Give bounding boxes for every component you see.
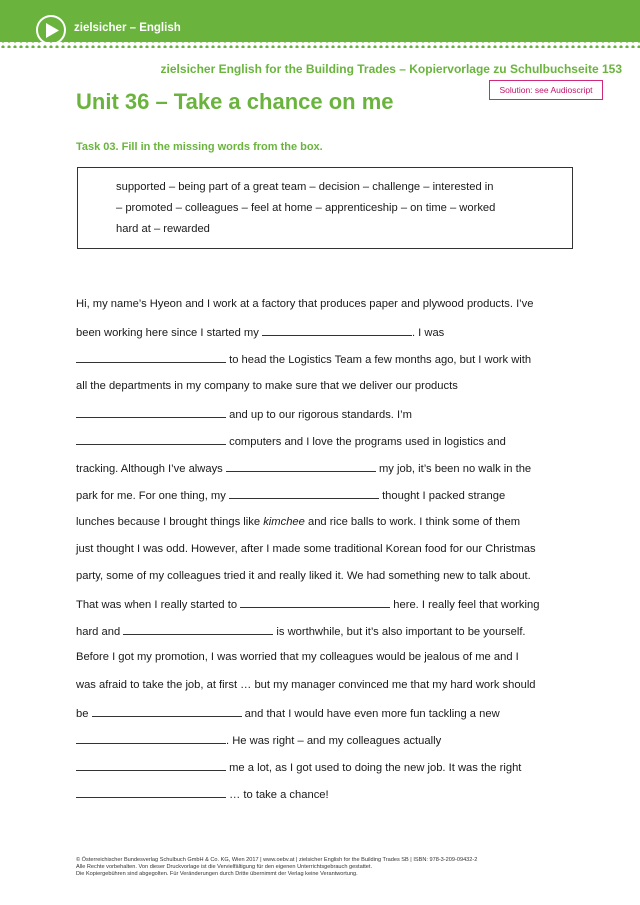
italic-word: kimchee bbox=[263, 515, 305, 528]
text-line bbox=[76, 678, 566, 705]
text-line bbox=[76, 297, 566, 324]
text-line bbox=[76, 786, 566, 813]
page-title: Unit 36 – Take a chance on me bbox=[76, 89, 394, 114]
answer-blank[interactable] bbox=[76, 732, 226, 744]
text-segment: Before I got my promotion, I was worried that my colleagues would be jealous of me and I bbox=[76, 651, 519, 664]
text-segment: and up to our rigorous standards. I’m bbox=[229, 408, 412, 421]
text-line bbox=[76, 487, 566, 514]
document-subtitle: zielsicher English for the Building Trades – Kopiervorlage zu Schulbuchseite 153 bbox=[160, 62, 622, 76]
answer-blank[interactable] bbox=[240, 596, 390, 608]
text-segment: my job, it’s been no walk in the bbox=[378, 463, 532, 476]
text-segment: was afraid to take the job, at first … but my manager convinced me that my hard work should bbox=[76, 678, 536, 691]
text-segment: . I was bbox=[411, 327, 445, 340]
header-dotted-edge bbox=[0, 38, 640, 48]
word-box-line: – promoted – colleagues – feel at home – apprenticeship – on time – worked bbox=[116, 202, 496, 214]
answer-blank[interactable] bbox=[226, 460, 376, 472]
header-bar bbox=[0, 0, 640, 42]
text-segment: been working here since I started my bbox=[76, 327, 259, 340]
text-line bbox=[76, 650, 566, 677]
task-instruction: Task 03. Fill in the missing words from the box. bbox=[76, 141, 323, 153]
footer bbox=[76, 857, 477, 878]
text-segment: . He was right – and my colleagues actually bbox=[226, 735, 442, 747]
text-line bbox=[76, 324, 566, 351]
text-line bbox=[76, 623, 566, 650]
gap-fill-text bbox=[76, 297, 566, 814]
text-line bbox=[76, 596, 566, 623]
answer-blank[interactable] bbox=[76, 759, 226, 771]
answer-blank[interactable] bbox=[123, 623, 273, 635]
text-segment: and that I would have even more fun tackling a new bbox=[244, 707, 500, 720]
text-segment: all the departments in my company to make sure that we deliver our products bbox=[76, 379, 458, 392]
answer-blank[interactable] bbox=[229, 487, 379, 499]
footer-line: Die Kopiergebühren sind abgegolten. Für Veränderungen durch Dritte übernimmt der Verlag keine Verantwortung. bbox=[76, 871, 358, 877]
word-box-line: hard at – rewarded bbox=[116, 223, 210, 235]
text-line bbox=[76, 406, 566, 433]
text-line bbox=[76, 569, 566, 596]
text-segment: to head the Logistics Team a few months ago, but I work with bbox=[229, 354, 532, 367]
text-line bbox=[76, 351, 566, 378]
text-line bbox=[76, 515, 566, 542]
answer-blank[interactable] bbox=[76, 433, 226, 445]
footer-line: © Österreichischer Bundesverlag Schulbuch GmbH & Co. KG, Wien 2017 | www.oebv.at | zielsicher English for the Building Trades SB | ISBN: 978-3-209-09432-2 bbox=[76, 857, 478, 863]
text-line bbox=[76, 542, 566, 569]
text-line bbox=[76, 705, 566, 732]
answer-blank[interactable] bbox=[262, 324, 412, 336]
word-box bbox=[77, 167, 573, 249]
text-segment: computers and I love the programs used in logistics and bbox=[229, 435, 506, 448]
text-line bbox=[76, 379, 566, 406]
text-segment: park for me. For one thing, my bbox=[76, 490, 226, 503]
text-segment: party, some of my colleagues tried it and really liked it. We had something new to talk about. bbox=[76, 569, 531, 582]
text-segment: lunches because I brought things like bbox=[76, 515, 261, 528]
solution-note: Solution: see Audioscript bbox=[489, 80, 603, 100]
brand-name: zielsicher – English bbox=[74, 22, 181, 34]
text-line bbox=[76, 460, 566, 487]
answer-blank[interactable] bbox=[76, 351, 226, 363]
text-segment: here. I really feel that working bbox=[393, 599, 540, 612]
text-line bbox=[76, 759, 566, 786]
text-segment: is worthwhile, but it’s also important to be yourself. bbox=[276, 626, 526, 639]
text-segment: … to take a chance! bbox=[229, 789, 329, 802]
text-line bbox=[76, 433, 566, 460]
answer-blank[interactable] bbox=[76, 406, 226, 418]
text-segment: and rice balls to work. I think some of them bbox=[307, 515, 521, 528]
text-segment: hard and bbox=[76, 626, 121, 639]
text-segment: Hi, my name’s Hyeon and I work at a factory that produces paper and plywood products. I’ve bbox=[76, 298, 534, 310]
answer-blank[interactable] bbox=[92, 705, 242, 717]
text-segment: thought I packed strange bbox=[382, 490, 506, 503]
text-line bbox=[76, 732, 566, 759]
play-logo-icon bbox=[36, 15, 66, 45]
footer-line: Alle Rechte vorbehalten. Von dieser Druckvorlage ist die Vervielfältigung für den eigenen Unterrichtsgebrauch gestattet. bbox=[76, 864, 373, 870]
text-segment: tracking. Although I’ve always bbox=[76, 463, 223, 476]
word-box-line: supported – being part of a great team – decision – challenge – interested in bbox=[116, 181, 494, 193]
text-segment: me a lot, as I got used to doing the new job. It was the right bbox=[229, 762, 522, 775]
text-segment: be bbox=[76, 707, 89, 720]
text-segment: That was when I really started to bbox=[76, 599, 238, 612]
text-segment: just thought I was odd. However, after I made some traditional Korean food for our Christmas bbox=[76, 542, 536, 555]
answer-blank[interactable] bbox=[76, 786, 226, 798]
